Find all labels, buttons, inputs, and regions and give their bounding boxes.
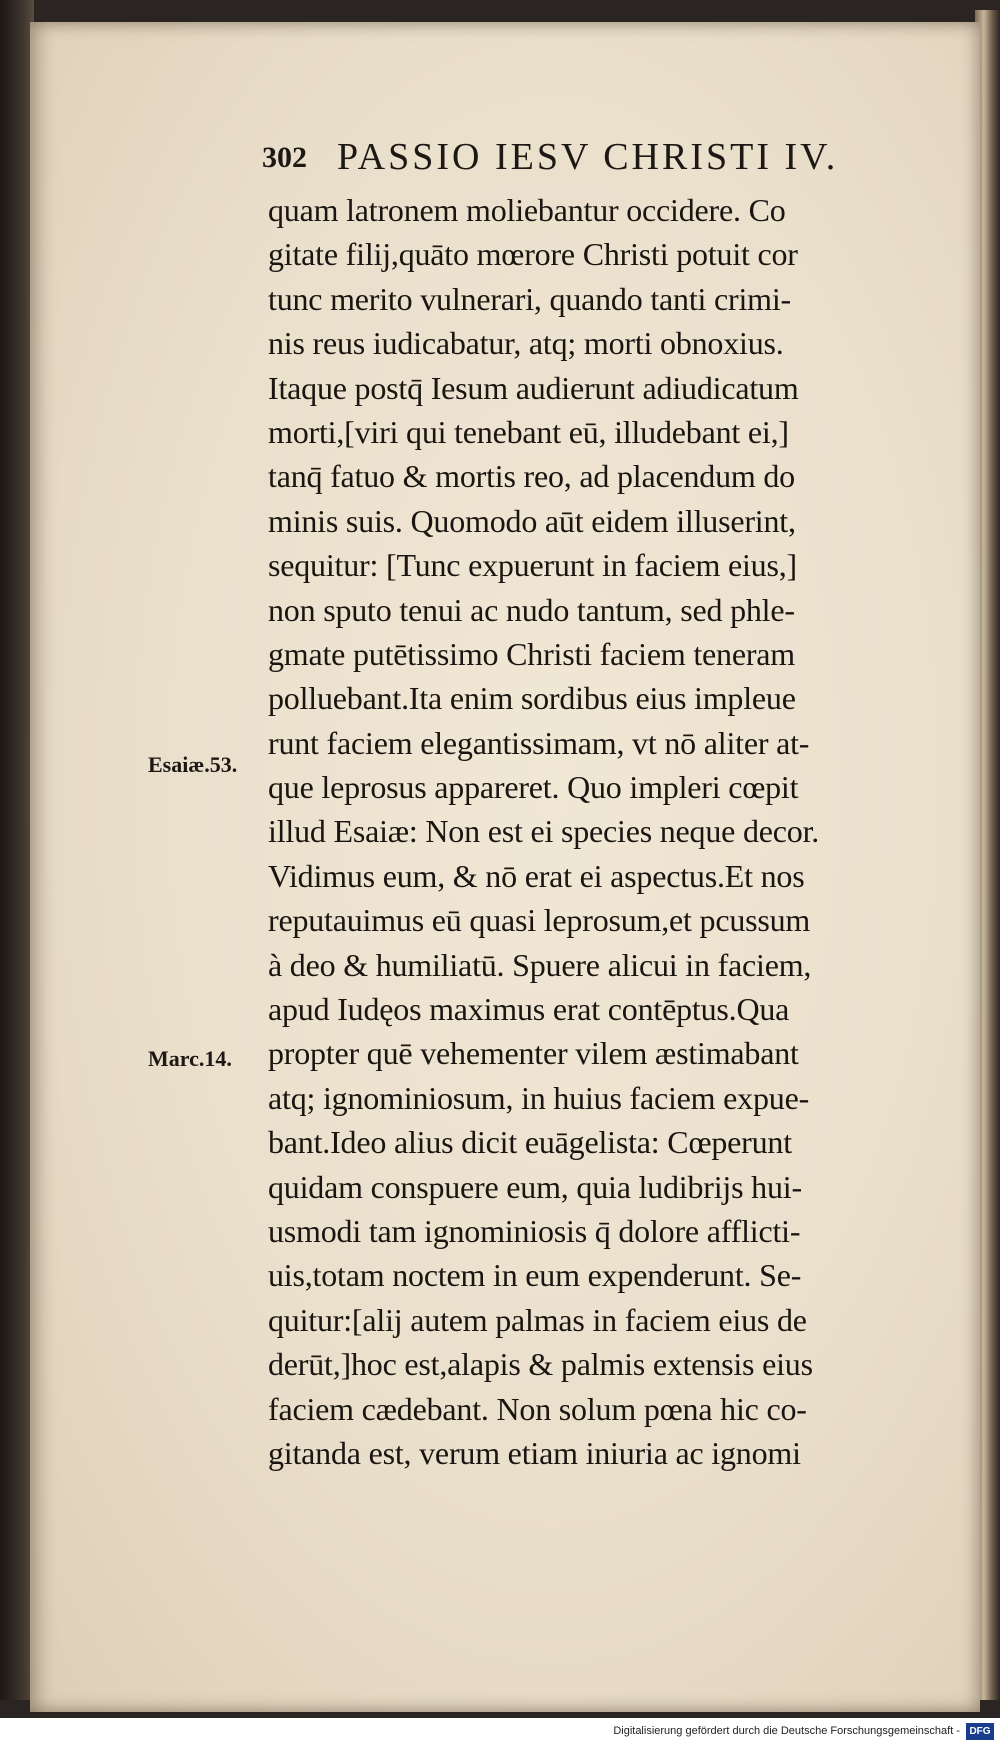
text-line: derūt,]hoc est,alapis & palmis extensis eius [268,1346,813,1383]
text-line: tunc merito vulnerari, quando tanti crimi- [268,280,791,317]
funding-credit: Digitalisierung gefördert durch die Deutsche Forschungsgemeinschaft - [613,1725,960,1737]
text-line: Vidimus eum, & nō erat ei aspectus.Et nos [268,857,805,894]
page-header [262,135,922,191]
text-line: nis reus iudicabatur, atq; morti obnoxius. [268,325,784,362]
dfg-logo: DFG [966,1723,994,1740]
text-line: apud Iudęos maximus erat contēptus.Qua [268,991,790,1028]
footer-bar [0,1718,1000,1747]
text-line: tanq̄ fatuo & mortis reo, ad placendum do [268,458,795,495]
book-binding-left-edge [0,0,34,1700]
text-line: morti,[viri qui tenebant eū, illudebant ei,] [268,413,789,450]
text-line: usmodi tam ignominiosis q̄ dolore afflicti- [268,1212,801,1249]
margin-note-esaiae: Esaiæ.53. [148,752,238,777]
text-line: bant.Ideo alius dicit euāgelista: Cœperunt [268,1124,792,1161]
margin-note-marc: Marc.14. [148,1046,232,1071]
text-line: minis suis. Quomodo aūt eidem illuserint, [268,502,796,539]
running-title: PASSIO IESV CHRISTI IV. [337,136,839,178]
text-line: runt faciem elegantissimam, vt nō aliter at- [268,724,810,761]
text-line: illud Esaiæ: Non est ei species neque decor. [268,813,820,850]
text-line: gmate putētissimo Christi faciem teneram [268,635,795,672]
text-line: Itaque postq̄ Iesum audierunt adiudicatum [268,369,799,406]
text-line: propter quē vehementer vilem æstimabant [268,1035,799,1072]
text-line: quam latronem moliebantur occidere. Co [268,192,786,228]
text-line: quidam conspuere eum, quia ludibrijs hui- [268,1168,802,1205]
text-line: gitanda est, verum etiam iniuria ac ignomi [268,1434,801,1471]
text-line: gitate filij,quāto mœrore Christi potuit cor [268,236,798,273]
text-line: sequitur: [Tunc expuerunt in faciem eius,] [268,547,797,584]
text-line: que leprosus appareret. Quo impleri cœpit [268,769,799,806]
text-line: reputauimus eū quasi leprosum,et pcussum [268,902,811,939]
body-text [268,188,958,1475]
text-line: à deo & humiliatū. Spuere alicui in faciem, [268,946,812,983]
text-line: quitur:[alij autem palmas in faciem eius de [268,1301,807,1338]
text-line: uis,totam noctem in eum expenderunt. Se- [268,1257,802,1294]
text-line: non sputo tenui ac nudo tantum, sed phle- [268,591,795,628]
page-number: 302 [262,141,307,174]
text-line: faciem cædebant. Non solum pœna hic co- [268,1390,807,1427]
text-line: polluebant.Ita enim sordibus eius impleue [268,680,796,717]
text-line: atq; ignominiosum, in huius faciem expue- [268,1079,810,1116]
